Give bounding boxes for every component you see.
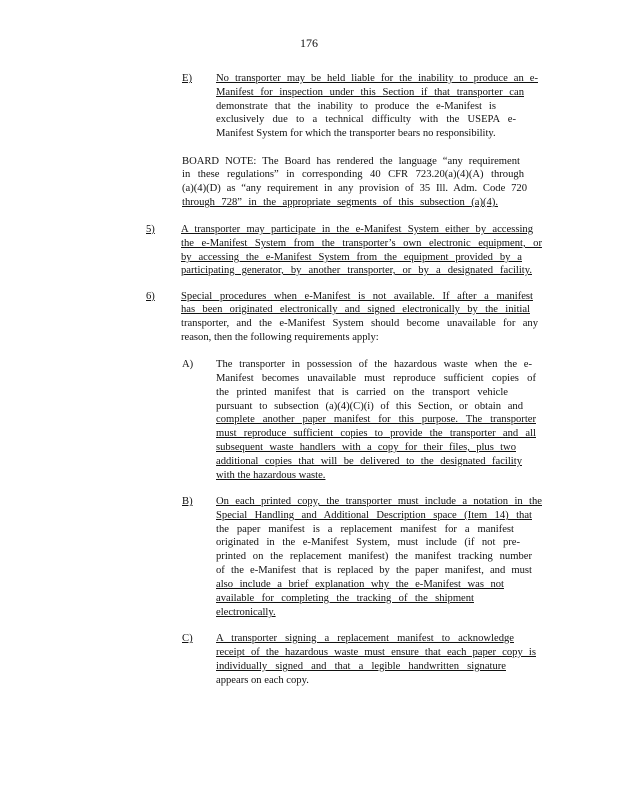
text-line: must reproduce sufficient copies to provide the transporter and all <box>216 428 536 439</box>
text-line: the paper manifest is a replacement manifest for a manifest <box>216 524 514 535</box>
page-number: 176 <box>300 36 318 50</box>
text-line: reason, then the following requirements apply: <box>181 332 379 343</box>
text-line: participating generator, by another transporter, or by a designated facility. <box>181 265 532 276</box>
text-line: with the hazardous waste. <box>216 470 326 481</box>
text-line: A transporter signing a replacement manifest to acknowledge <box>216 633 514 644</box>
text-line: The transporter in possession of the hazardous waste when the e- <box>216 359 532 370</box>
board-note-line: in these regulations” in corresponding 40 CFR 723.20(a)(4)(A) through <box>182 169 524 180</box>
item-label: A) <box>182 359 194 370</box>
text-line: additional copies that will be delivered to the designated facility <box>216 456 522 467</box>
board-note-line: BOARD NOTE: The Board has rendered the language “any requirement <box>182 156 520 167</box>
text-line: complete another paper manifest for this purpose. The transporter <box>216 414 536 425</box>
text-line: of the e-Manifest that is replaced by the paper manifest, and must <box>216 565 532 576</box>
text-line: exclusively due to a technical difficulty with the USEPA e- <box>216 114 516 125</box>
text-line: Manifest System for which the transporter bears no responsibility. <box>216 128 496 139</box>
item-label: B) <box>182 496 193 507</box>
item-label: C) <box>182 633 193 644</box>
text-line: originated in the e-Manifest System, must include (if not pre- <box>216 537 520 548</box>
text-line: receipt of the hazardous waste must ensure that each paper copy is <box>216 647 536 658</box>
text-line: the printed manifest that is carried on the transport vehicle <box>216 387 508 398</box>
text-line: Special Handling and Additional Description space (Item 14) that <box>216 510 532 521</box>
text-line: demonstrate that the inability to produce the e-Manifest is <box>216 101 496 112</box>
text-line: electronically. <box>216 607 276 618</box>
text-line: Manifest for inspection under this Section if that transporter can <box>216 87 524 98</box>
item-label: 6) <box>146 291 155 302</box>
text-line: available for completing the tracking of the shipment <box>216 593 474 604</box>
text-line: A transporter may participate in the e-Manifest System either by accessing <box>181 224 533 235</box>
text-line: No transporter may be held liable for the inability to produce an e- <box>216 73 538 84</box>
text-line: by accessing the e-Manifest System from the equipment provided by a <box>181 252 522 263</box>
text-line: also include a brief explanation why the e-Manifest was not <box>216 579 504 590</box>
text-line: printed on the replacement manifest) the manifest tracking number <box>216 551 532 562</box>
item-label: 5) <box>146 224 155 235</box>
board-note-line: (a)(4)(D) as “any requirement in any provision of 35 Ill. Adm. Code 720 <box>182 183 527 194</box>
text-line: pursuant to subsection (a)(4)(C)(i) of this Section, or obtain and <box>216 401 523 412</box>
board-note-line: through 728” in the appropriate segments of this subsection (a)(4). <box>182 197 498 208</box>
text-line: subsequent waste handlers with a copy for their files, plus two <box>216 442 516 453</box>
item-label: E) <box>182 73 192 84</box>
text-line: individually signed and that a legible handwritten signature <box>216 661 506 672</box>
text-line: On each printed copy, the transporter must include a notation in the <box>216 496 542 507</box>
text-line: the e-Manifest System from the transporter’s own electronic equipment, or <box>181 238 542 249</box>
text-line: appears on each copy. <box>216 675 309 686</box>
text-line: has been originated electronically and signed electronically by the initial <box>181 304 530 315</box>
text-line: Manifest becomes unavailable must reproduce sufficient copies of <box>216 373 536 384</box>
text-line: Special procedures when e-Manifest is not available. If after a manifest <box>181 291 533 302</box>
text-line: transporter, and the e-Manifest System should become unavailable for any <box>181 318 538 329</box>
